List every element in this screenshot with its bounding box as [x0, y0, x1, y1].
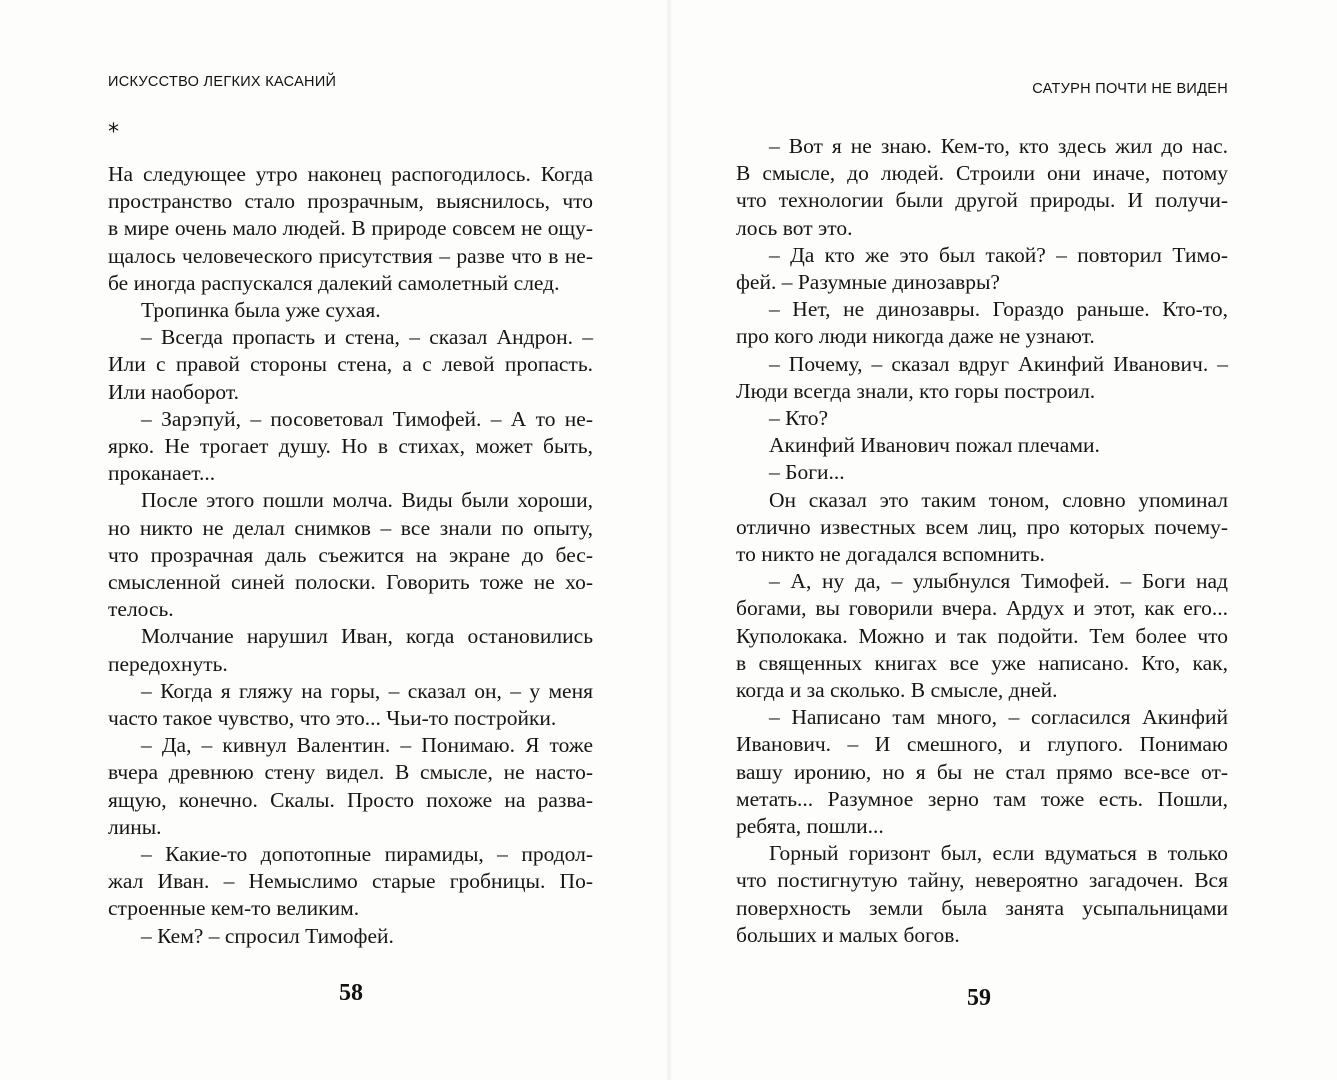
paragraph — [108, 923, 593, 950]
left-page-body — [108, 161, 593, 950]
text-line: отлично известных всем лиц, про которых почему- — [736, 514, 1228, 539]
text-line: Куполокака. Можно и так подойти. Тем более что — [736, 623, 1228, 648]
paragraph — [736, 296, 1228, 350]
text-line: – Всегда пропасть и стена, – сказал Андрон. – — [141, 325, 593, 350]
text-line: поверхность земли была занята усыпальницами — [736, 895, 1228, 920]
text-line: богами, вы говорили вчера. Ардух и этот, как его... — [736, 596, 1228, 621]
text-line: лины. — [108, 814, 162, 839]
section-separator: * — [108, 120, 119, 145]
text-line: – Написано там много, – согласился Акинфий — [769, 705, 1228, 730]
right-page — [672, 0, 1337, 1080]
text-line: пространство стало прозрачным, выяснилось, что — [108, 189, 593, 214]
text-line: Иванович. – И смешного, и глупого. Понимаю — [736, 732, 1228, 757]
text-line: строенные кем-то великим. — [108, 896, 360, 921]
text-line: вашу иронию, но я бы не стал прямо все-все от- — [736, 759, 1228, 784]
text-line: Люди всегда знали, кто горы построил. — [736, 378, 1096, 403]
paragraph — [736, 568, 1228, 704]
paragraph — [108, 732, 593, 841]
text-line: – Зарэпуй, – посоветовал Тимофей. – А то не- — [141, 406, 593, 431]
text-line: что технологии были другой природы. И получи- — [736, 188, 1228, 213]
text-line: про кого люди никогда даже не узнают. — [736, 324, 1095, 349]
paragraph — [736, 487, 1228, 569]
paragraph — [108, 161, 593, 297]
text-line: – Почему, – сказал вдруг Акинфий Иванович. – — [769, 351, 1228, 376]
left-page — [0, 0, 666, 1080]
text-line: бе иногда распускался далекий самолетный след. — [108, 270, 560, 295]
paragraph — [108, 487, 593, 623]
text-line: – Да, – кивнул Валентин. – Понимаю. Я тоже — [141, 733, 593, 758]
running-head: ИСКУССТВО ЛЕГКИХ КАСАНИЙ — [108, 74, 337, 90]
paragraph — [108, 623, 593, 677]
text-line: щалось человеческого присутствия – разве что в не- — [108, 243, 593, 268]
text-line: смысленной синей полоски. Говорить тоже не хо- — [108, 570, 593, 595]
text-line: Тропинка была уже сухая. — [141, 298, 381, 323]
text-line: больших и малых богов. — [736, 922, 960, 947]
text-line: – Какие-то допотопные пирамиды, – продол- — [141, 842, 593, 867]
text-line: На следующее утро наконец распогодилось. Когда — [108, 162, 593, 186]
text-line: в мире очень мало людей. В природе совсем не ощу- — [108, 216, 593, 241]
text-line: но никто не делал снимков – все знали по опыту, — [108, 515, 593, 540]
text-line: – Вот я не знаю. Кем-то, кто здесь жил до нас. — [769, 134, 1228, 158]
text-line: Молчание нарушил Иван, когда остановились — [141, 624, 593, 649]
paragraph — [736, 133, 1228, 242]
text-line: что постигнутую тайну, невероятно загадочен. Вся — [736, 868, 1228, 893]
text-line: проканает... — [108, 461, 216, 486]
paragraph — [736, 405, 1228, 432]
paragraph — [108, 841, 593, 923]
text-line: – Кем? – спросил Тимофей. — [141, 923, 394, 948]
text-line: то никто не догадался вспомнить. — [736, 542, 1045, 567]
text-line: ребята, пошли... — [736, 814, 884, 839]
paragraph — [736, 459, 1228, 486]
paragraph — [108, 297, 593, 324]
text-line: Он сказал это таким тоном, словно упоминал — [769, 487, 1228, 512]
text-line: в священных книгах все уже написано. Кто, как, — [736, 650, 1228, 675]
right-page-body — [736, 133, 1228, 949]
text-line: жал Иван. – Немыслимо старые гробницы. По- — [108, 869, 593, 894]
text-line: – А, ну да, – улыбнулся Тимофей. – Боги над — [769, 569, 1228, 594]
text-line: часто такое чувство, что это... Чьи-то постройки. — [108, 706, 557, 731]
text-line: – Кто? — [769, 406, 829, 431]
page-number: 58 — [339, 980, 363, 1006]
text-line: – Когда я гляжу на горы, – сказал он, – у меня — [141, 678, 593, 703]
paragraph — [736, 840, 1228, 949]
paragraph — [736, 704, 1228, 840]
text-line: – Да кто же это был такой? – повторил Тимо- — [769, 242, 1228, 267]
text-line: Или с правой стороны стена, а с левой пропасть. — [108, 352, 593, 377]
paragraph — [736, 242, 1228, 296]
text-line: передохнуть. — [108, 651, 228, 676]
text-line: – Нет, не динозавры. Гораздо раньше. Кто-то, — [769, 297, 1228, 322]
text-line: метать... Разумное зерно там тоже есть. Пошли, — [736, 786, 1228, 811]
paragraph — [108, 324, 593, 406]
paragraph — [108, 406, 593, 488]
running-head: САТУРН ПОЧТИ НЕ ВИДЕН — [1032, 81, 1228, 97]
text-line: ящую, конечно. Скалы. Просто похоже на разва- — [108, 787, 593, 812]
text-line: После этого пошли молча. Виды были хороши, — [141, 488, 593, 513]
text-line: телось. — [108, 597, 174, 622]
paragraph — [108, 678, 593, 732]
text-line: вчера древнюю стену видел. В смысле, не насто- — [108, 760, 593, 785]
text-line: лось вот это. — [736, 215, 853, 240]
text-line: что прозрачная даль съежится на экране до бес- — [108, 542, 593, 567]
text-line: – Боги... — [769, 460, 845, 485]
text-line: фей. – Разумные динозавры? — [736, 270, 1000, 295]
paragraph — [736, 351, 1228, 405]
text-line: Или наоборот. — [108, 379, 239, 404]
text-line: Горный горизонт был, если вдуматься в только — [769, 841, 1228, 866]
text-line: когда и за сколько. В смысле, дней. — [736, 678, 1058, 703]
text-line: ярко. Не трогает душу. Но в стихах, может быть, — [108, 434, 593, 459]
page-number: 59 — [967, 985, 991, 1011]
text-line: Акинфий Иванович пожал плечами. — [769, 433, 1100, 458]
text-line: В смысле, до людей. Строили они иначе, потому — [736, 161, 1228, 186]
paragraph — [736, 432, 1228, 459]
